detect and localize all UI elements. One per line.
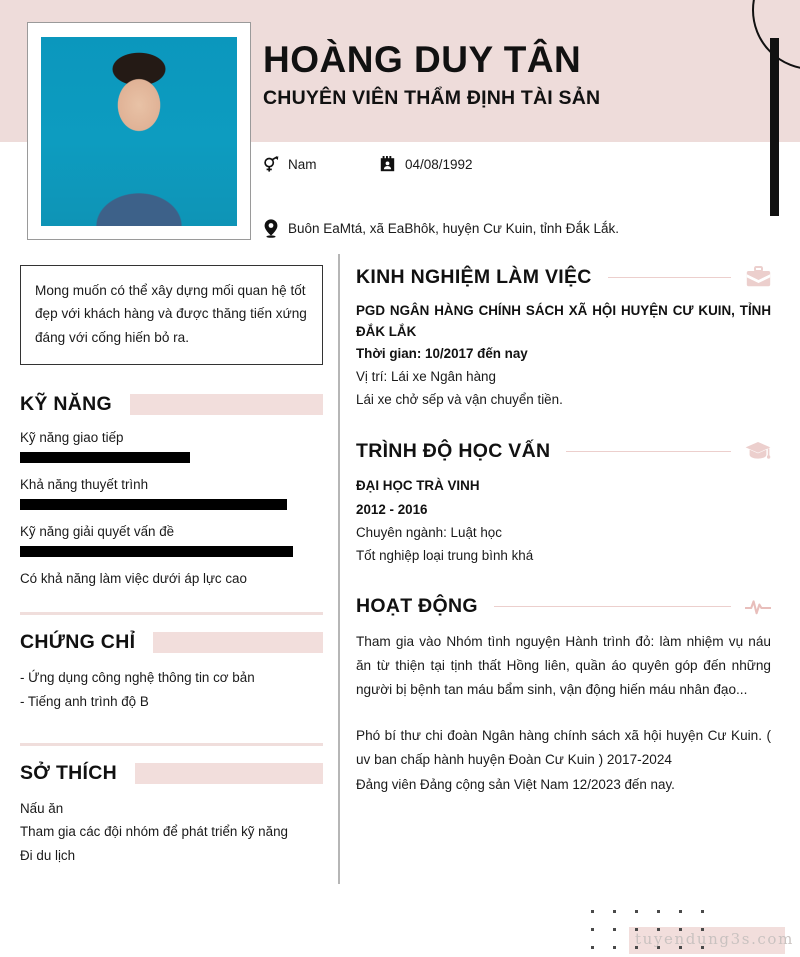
education-school: ĐẠI HỌC TRÀ VINH	[356, 478, 480, 494]
left-column	[20, 265, 323, 869]
watermark-text: tuyendung3s.com	[635, 930, 794, 948]
list-item: Tham gia các đội nhóm để phát triển kỹ năng	[20, 824, 288, 840]
candidate-name: HOÀNG DUY TÂN	[263, 39, 582, 80]
education-heading	[356, 439, 771, 463]
skills-heading-bar	[130, 394, 323, 415]
experience-body	[356, 300, 771, 411]
name-block	[263, 40, 600, 110]
experience-title: KINH NGHIỆM LÀM VIỆC	[356, 265, 592, 288]
experience-heading	[356, 265, 771, 289]
list-item: Nấu ăn	[20, 800, 64, 816]
gender-icon	[262, 155, 279, 174]
education-major: Chuyên ngành: Luật học	[356, 524, 502, 540]
dob-value: 04/08/1992	[405, 157, 473, 172]
graduation-cap-icon	[745, 439, 771, 463]
education-title: TRÌNH ĐỘ HỌC VẤN	[356, 439, 551, 462]
skill-item	[20, 430, 323, 463]
skill-bar	[20, 452, 190, 463]
education-rule	[566, 451, 731, 452]
pulse-icon	[745, 595, 771, 619]
objective-text: Mong muốn có thể xây dựng mối quan hệ tốt đẹp với khách hàng và được thăng tiến xứng đáng với cống hiến bỏ ra.	[35, 283, 307, 345]
skill-bar	[20, 499, 287, 510]
calendar-icon	[379, 155, 396, 174]
list-item: Đi du lịch	[20, 847, 76, 863]
skill-item	[20, 571, 323, 586]
certificates-title: CHỨNG CHỈ	[20, 631, 136, 654]
certificates-rule	[20, 612, 323, 615]
watermark	[585, 896, 794, 954]
experience-organization: PGD NGÂN HÀNG CHÍNH SÁCH XÃ HỘI HUYỆN CƯ KUIN, TỈNH ĐẮK LẮK	[356, 303, 771, 340]
education-years: 2012 - 2016	[356, 501, 428, 517]
certificates-heading-bar	[153, 632, 323, 653]
skills-heading	[20, 393, 323, 416]
gender-value: Nam	[288, 157, 317, 172]
skill-bar	[20, 546, 293, 557]
hobbies-title: SỞ THÍCH	[20, 761, 118, 784]
decorative-vertical-bar	[770, 38, 779, 216]
hobbies-heading-bar	[135, 763, 323, 784]
contact-address	[262, 219, 619, 238]
experience-rule	[608, 277, 731, 278]
education-result: Tốt nghiệp loại trung bình khá	[356, 547, 534, 563]
experience-position: Vị trí: Lái xe Ngân hàng	[356, 369, 496, 385]
education-body	[356, 474, 771, 566]
objective-box	[20, 265, 323, 365]
activities-heading	[356, 595, 771, 619]
list-item: - Ứng dụng công nghệ thông tin cơ bản	[20, 670, 255, 686]
right-column	[356, 265, 771, 796]
contact-gender	[262, 155, 317, 174]
skill-label: Kỹ năng giải quyết vấn đề	[20, 524, 175, 540]
profile-photo	[41, 37, 237, 226]
location-pin-icon	[262, 219, 279, 238]
activities-paragraph-1: Tham gia vào Nhóm tình nguyện Hành trình đỏ: làm nhiệm vụ náu ăn từ thiện tại tịnh thất Hồng liên, quần áo quyên góp đến những người bị bệnh tan máu bẩm sinh, vận động hiến máu nhân đạo...	[356, 633, 771, 698]
skill-label: Kỹ năng giao tiếp	[20, 430, 124, 446]
certificates-heading	[20, 631, 323, 654]
candidate-role: CHUYÊN VIÊN THẨM ĐỊNH TÀI SẢN	[263, 86, 601, 109]
activities-paragraph-2-line-2: Đảng viên Đảng cộng sản Việt Nam 12/2023 đến nay.	[356, 776, 675, 792]
profile-photo-frame	[27, 22, 251, 240]
certificates-list	[20, 667, 323, 712]
hobbies-list	[20, 798, 323, 867]
address-value: Buôn EaMtá, xã EaBhôk, huyện Cư Kuin, tỉnh Đắk Lắk.	[288, 221, 619, 236]
activities-title: HOẠT ĐỘNG	[356, 595, 478, 618]
skill-label: Có khả năng làm việc dưới áp lực cao	[20, 571, 247, 587]
contact-dob	[379, 155, 473, 174]
skill-item	[20, 524, 323, 557]
experience-description: Lái xe chở sếp và vận chuyển tiền.	[356, 392, 563, 408]
hobbies-rule	[20, 743, 323, 746]
skills-title: KỸ NĂNG	[20, 393, 113, 416]
column-divider	[338, 254, 340, 884]
list-item: - Tiếng anh trình độ B	[20, 693, 149, 709]
activities-body	[356, 630, 771, 796]
briefcase-icon	[745, 265, 771, 289]
activities-paragraph-2-line-1: Phó bí thư chi đoàn Ngân hàng chính sách xã hội huyện Cư Kuin. ( uv ban chấp hành huyện Đoàn Cư Kuin ) 2017-2024	[356, 728, 771, 768]
skill-label: Khả năng thuyết trình	[20, 477, 149, 493]
hobbies-heading	[20, 762, 323, 785]
experience-period: Thời gian: 10/2017 đến nay	[356, 346, 528, 362]
skill-item	[20, 477, 323, 510]
activities-rule	[494, 606, 731, 607]
